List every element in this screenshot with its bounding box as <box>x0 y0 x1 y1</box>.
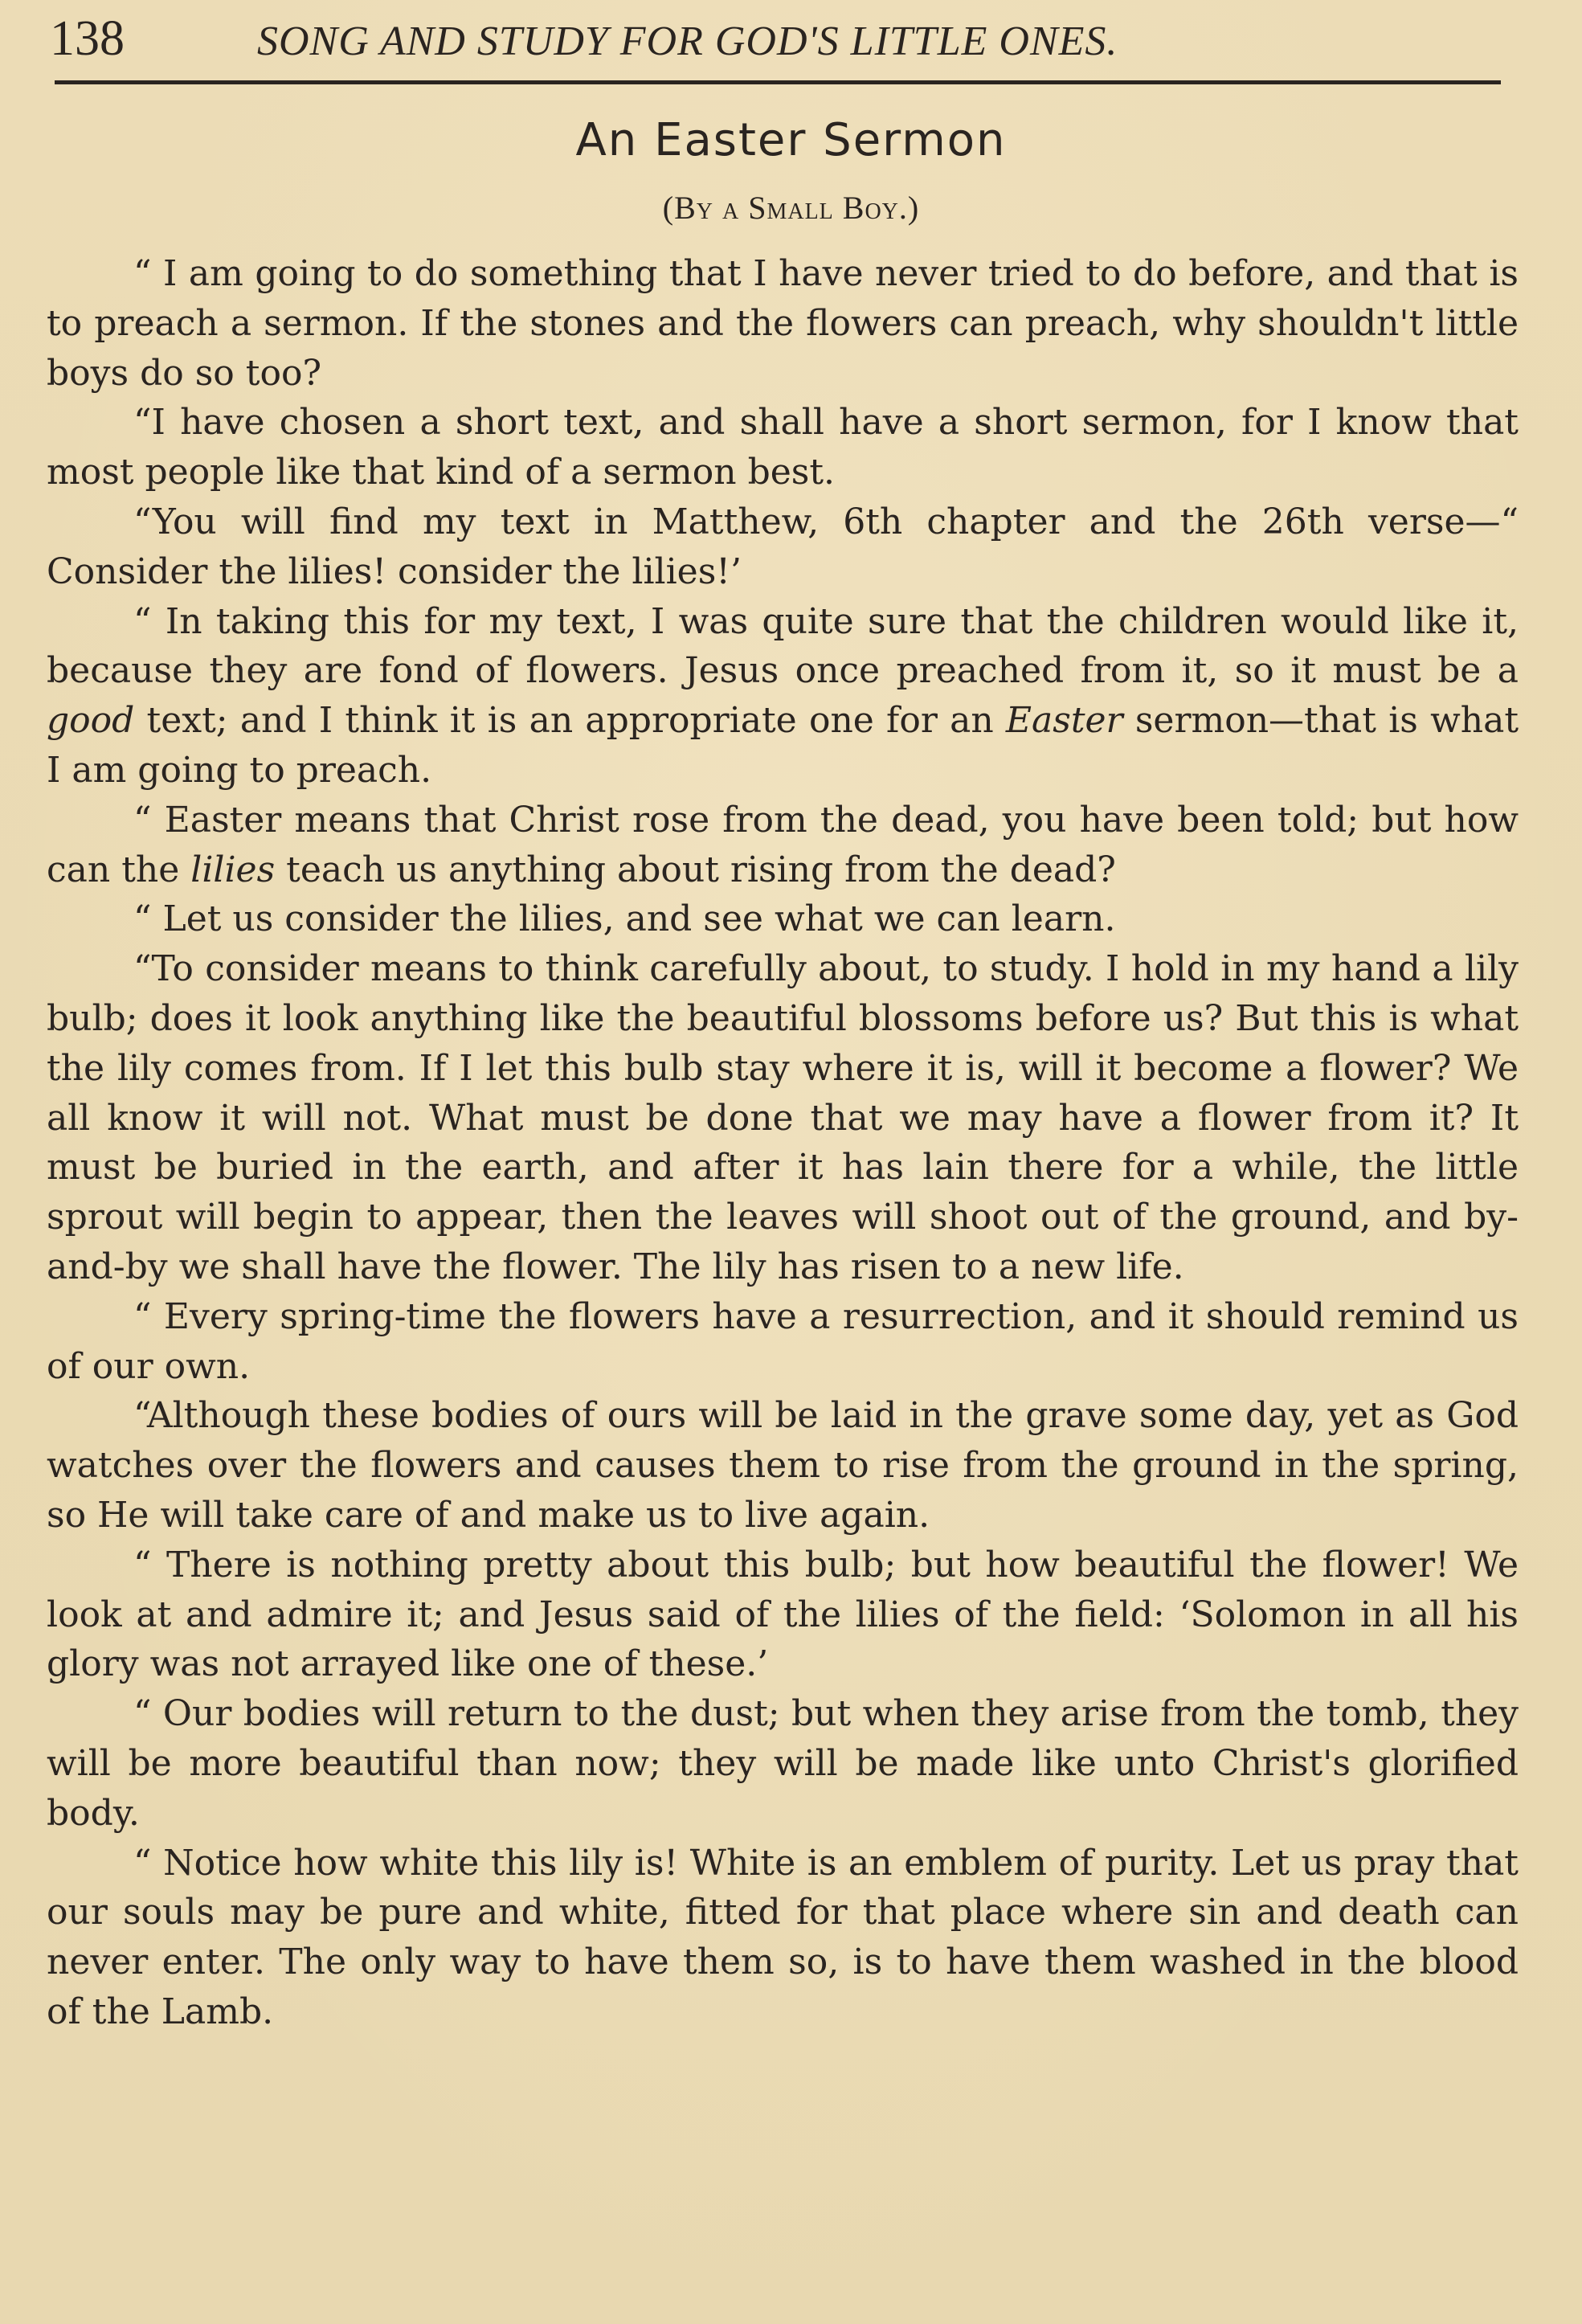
header-rule <box>55 80 1501 84</box>
paragraph <box>47 894 1519 944</box>
paragraph <box>47 497 1519 597</box>
paragraph-text: “ I am going to do something that I have never tried to do before, and that is to preach a sermon. If the stones and the flowers can preach, why shouldn't little boys do so too? <box>47 253 1519 394</box>
italic-text: good <box>47 700 135 742</box>
paragraph-text: “To consider means to think carefully about, to study. I hold in my hand a lily bulb; does it look anything like the beautiful blossoms before us? But this is what the lily comes from. If I let this bulb stay where it is, will it become a flower? We all know it will not. What must be done that we may have a flower from it? It must be buried in the earth, and after it has lain there for a while, the little sprout will begin to appear, then the leaves will shoot out of the ground, and by-and-by we shall have the flower. The lily has risen to a new life. <box>47 948 1519 1287</box>
paragraph <box>47 597 1519 796</box>
paragraph <box>47 249 1519 398</box>
paragraph-text: sermon—that is what I am going to preach. <box>47 700 1519 791</box>
italic-text: lilies <box>190 849 276 890</box>
paragraph <box>47 398 1519 497</box>
paragraph-text: “ Every spring-time the flowers have a resurrection, and it should remind us of our own. <box>47 1295 1519 1387</box>
paragraph-text: “ There is nothing pretty about this bulb; but how beautiful the flower! We look at and admire it; and Jesus said of the lilies of the field: ‘Solomon in all his glory was not arrayed like one of these.’ <box>47 1544 1519 1685</box>
paragraph <box>47 796 1519 895</box>
paragraph-text: text; and I think it is an appropriate one for an <box>134 700 1006 742</box>
paragraph-text: “ Easter means that Christ rose from the dead, you have been told; but how can the <box>47 799 1519 890</box>
paragraph-text: teach us anything about rising from the dead? <box>275 849 1116 890</box>
paragraph-text: “ Notice how white this lily is! White is an emblem of purity. Let us pray that our souls may be pure and white, fitted for that place where sin and death can never enter. The only way to have them so, is to have them washed in the blood of the Lamb. <box>47 1842 1519 2032</box>
paragraph <box>47 1689 1519 1838</box>
page-number: 138 <box>50 11 125 66</box>
paragraph <box>47 1292 1519 1392</box>
paragraph-text: “I have chosen a short text, and shall have a short sermon, for I know that most people like that kind of a sermon best. <box>47 402 1519 493</box>
article-body <box>47 249 1519 2037</box>
paragraph-text: “ In taking this for my text, I was quite sure that the children would like it, because they are fond of flowers. Jesus once preached from it, so it must be a <box>47 600 1519 692</box>
paragraph-text: “You will find my text in Matthew, 6th chapter and the 26th verse—“ Consider the lilies! consider the lilies!’ <box>47 501 1519 592</box>
running-head <box>50 6 1496 71</box>
italic-text: Easter <box>1005 700 1123 742</box>
article-byline: (By a Small Boy.) <box>662 190 920 226</box>
paragraph <box>47 1391 1519 1540</box>
paragraph-text: “ Let us consider the lilies, and see what we can learn. <box>133 898 1116 940</box>
paragraph <box>47 1839 1519 2037</box>
paragraph <box>47 944 1519 1292</box>
paragraph <box>47 1540 1519 1689</box>
paragraph-text: “ Our bodies will return to the dust; but when they arise from the tomb, they will be more beautiful than now; they will be made like unto Christ's glorified body. <box>47 1693 1519 1834</box>
paragraph-text: “Although these bodies of ours will be laid in the grave some day, yet as God watches over the flowers and causes them to rise from the ground in the spring, so He will take care of and make us to live again. <box>47 1395 1519 1536</box>
running-title: SONG AND STUDY FOR GOD'S LITTLE ONES. <box>257 18 1118 64</box>
article-title: An Easter Sermon <box>575 114 1007 166</box>
